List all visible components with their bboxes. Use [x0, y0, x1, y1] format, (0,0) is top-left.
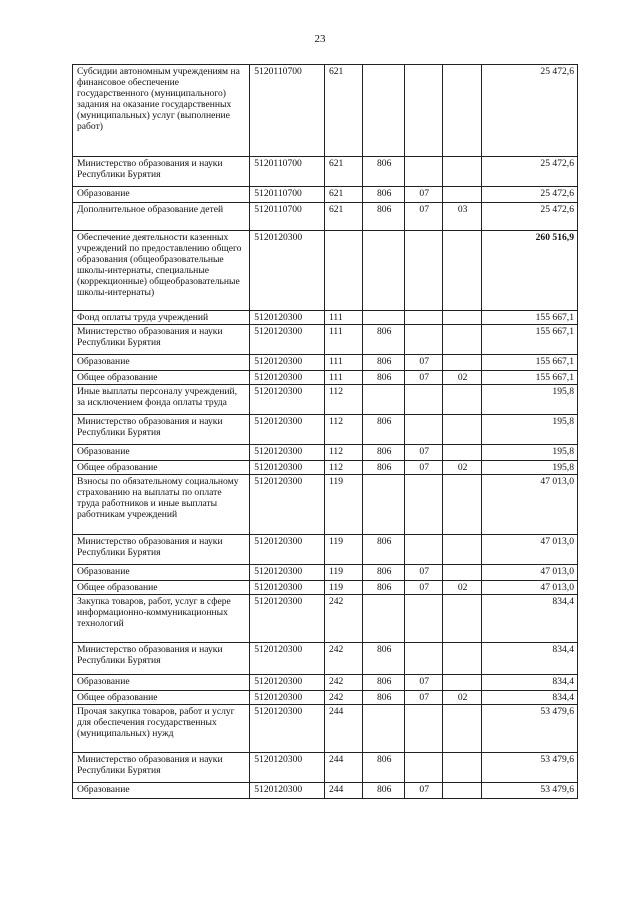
- cell-name: Образование: [73, 783, 250, 799]
- cell-name: Образование: [73, 187, 250, 203]
- cell-rz: 07: [405, 675, 443, 691]
- cell-vr: 111: [324, 325, 362, 355]
- cell-rz: [405, 475, 443, 535]
- table-row: [73, 705, 578, 753]
- table-row: [73, 385, 578, 415]
- table-row: [73, 581, 578, 595]
- cell-rz: [405, 643, 443, 675]
- cell-ved: [363, 595, 405, 643]
- cell-csr: 5120120300: [250, 415, 325, 445]
- cell-rz: 07: [405, 783, 443, 799]
- cell-sum: 25 472,6: [481, 203, 577, 231]
- cell-rz: 07: [405, 445, 443, 461]
- cell-vr: 242: [324, 643, 362, 675]
- cell-pr: 03: [443, 203, 481, 231]
- cell-sum: 834,4: [481, 595, 577, 643]
- cell-rz: [405, 231, 443, 311]
- cell-ved: [363, 385, 405, 415]
- cell-pr: [443, 445, 481, 461]
- cell-pr: 02: [443, 371, 481, 385]
- cell-pr: [443, 415, 481, 445]
- cell-pr: [443, 705, 481, 753]
- cell-csr: 5120120300: [250, 753, 325, 783]
- cell-pr: [443, 675, 481, 691]
- cell-pr: [443, 187, 481, 203]
- table-row: [73, 675, 578, 691]
- cell-ved: 806: [363, 691, 405, 705]
- cell-sum: 25 472,6: [481, 157, 577, 187]
- cell-name: Образование: [73, 675, 250, 691]
- table-row: [73, 187, 578, 203]
- cell-pr: 02: [443, 581, 481, 595]
- cell-csr: 5120120300: [250, 371, 325, 385]
- budget-table: [72, 64, 578, 799]
- cell-pr: [443, 157, 481, 187]
- cell-pr: [443, 385, 481, 415]
- cell-sum: 195,8: [481, 445, 577, 461]
- cell-name: Образование: [73, 445, 250, 461]
- cell-name: Образование: [73, 565, 250, 581]
- cell-vr: 112: [324, 415, 362, 445]
- cell-rz: 07: [405, 187, 443, 203]
- cell-name: Министерство образования и науки Республики Бурятия: [73, 157, 250, 187]
- cell-vr: 112: [324, 461, 362, 475]
- cell-csr: 5120120300: [250, 783, 325, 799]
- cell-rz: 07: [405, 691, 443, 705]
- cell-vr: 112: [324, 445, 362, 461]
- cell-rz: [405, 415, 443, 445]
- table-row: [73, 461, 578, 475]
- cell-vr: 119: [324, 565, 362, 581]
- cell-csr: 5120120300: [250, 565, 325, 581]
- cell-pr: [443, 355, 481, 371]
- cell-vr: 242: [324, 691, 362, 705]
- cell-sum: 834,4: [481, 691, 577, 705]
- cell-rz: [405, 65, 443, 157]
- cell-ved: 806: [363, 535, 405, 565]
- cell-name: Образование: [73, 355, 250, 371]
- cell-csr: 5120110700: [250, 65, 325, 157]
- cell-vr: 621: [324, 157, 362, 187]
- table-row: [73, 475, 578, 535]
- cell-vr: 111: [324, 311, 362, 325]
- cell-csr: 5120120300: [250, 355, 325, 371]
- table-row: [73, 753, 578, 783]
- cell-rz: [405, 753, 443, 783]
- cell-rz: [405, 157, 443, 187]
- cell-vr: 621: [324, 187, 362, 203]
- cell-ved: [363, 311, 405, 325]
- cell-sum: 155 667,1: [481, 325, 577, 355]
- cell-sum: 195,8: [481, 385, 577, 415]
- table-row: [73, 203, 578, 231]
- cell-vr: 112: [324, 385, 362, 415]
- cell-pr: [443, 325, 481, 355]
- cell-vr: 119: [324, 475, 362, 535]
- cell-ved: 806: [363, 643, 405, 675]
- cell-sum: 47 013,0: [481, 535, 577, 565]
- cell-csr: 5120120300: [250, 325, 325, 355]
- page-number: 23: [314, 33, 326, 45]
- cell-rz: [405, 325, 443, 355]
- cell-rz: [405, 385, 443, 415]
- cell-ved: 806: [363, 675, 405, 691]
- table-row: [73, 231, 578, 311]
- cell-csr: 5120120300: [250, 643, 325, 675]
- cell-ved: 806: [363, 461, 405, 475]
- cell-ved: 806: [363, 325, 405, 355]
- cell-pr: [443, 565, 481, 581]
- cell-name: Общее образование: [73, 691, 250, 705]
- cell-csr: 5120120300: [250, 581, 325, 595]
- cell-pr: 02: [443, 461, 481, 475]
- cell-ved: 806: [363, 371, 405, 385]
- cell-vr: 244: [324, 753, 362, 783]
- cell-csr: 5120120300: [250, 691, 325, 705]
- cell-pr: [443, 535, 481, 565]
- cell-vr: 242: [324, 595, 362, 643]
- cell-csr: 5120120300: [250, 705, 325, 753]
- cell-sum: 47 013,0: [481, 565, 577, 581]
- cell-vr: 119: [324, 535, 362, 565]
- cell-pr: [443, 783, 481, 799]
- cell-name: Иные выплаты персоналу учреждений, за исключением фонда оплаты труда: [73, 385, 250, 415]
- cell-sum: 155 667,1: [481, 371, 577, 385]
- table-row: [73, 371, 578, 385]
- cell-csr: 5120120300: [250, 461, 325, 475]
- cell-ved: 806: [363, 157, 405, 187]
- cell-rz: [405, 595, 443, 643]
- cell-ved: 806: [363, 355, 405, 371]
- table-row: [73, 415, 578, 445]
- cell-name: Закупка товаров, работ, услуг в сфере информационно-коммуникационных технологий: [73, 595, 250, 643]
- cell-rz: 07: [405, 355, 443, 371]
- table-row: [73, 311, 578, 325]
- cell-sum: 25 472,6: [481, 187, 577, 203]
- cell-sum: 195,8: [481, 415, 577, 445]
- cell-sum: 47 013,0: [481, 581, 577, 595]
- cell-ved: 806: [363, 753, 405, 783]
- cell-name: Министерство образования и науки Республики Бурятия: [73, 415, 250, 445]
- cell-ved: [363, 65, 405, 157]
- cell-csr: 5120120300: [250, 535, 325, 565]
- cell-name: Фонд оплаты труда учреждений: [73, 311, 250, 325]
- table-row: [73, 783, 578, 799]
- cell-pr: [443, 311, 481, 325]
- cell-csr: 5120110700: [250, 187, 325, 203]
- cell-sum: 155 667,1: [481, 355, 577, 371]
- cell-rz: 07: [405, 371, 443, 385]
- cell-vr: 621: [324, 203, 362, 231]
- cell-name: Взносы по обязательному социальному страхованию на выплаты по оплате труда работников и иные выплаты работникам учреждений: [73, 475, 250, 535]
- cell-csr: 5120120300: [250, 231, 325, 311]
- table-row: [73, 535, 578, 565]
- cell-csr: 5120120300: [250, 445, 325, 461]
- cell-sum: 53 479,6: [481, 705, 577, 753]
- table-row: [73, 65, 578, 157]
- cell-pr: [443, 753, 481, 783]
- cell-csr: 5120120300: [250, 475, 325, 535]
- cell-rz: [405, 535, 443, 565]
- cell-vr: 111: [324, 355, 362, 371]
- cell-ved: 806: [363, 565, 405, 581]
- table-row: [73, 445, 578, 461]
- cell-pr: [443, 65, 481, 157]
- cell-sum: 195,8: [481, 461, 577, 475]
- cell-pr: [443, 231, 481, 311]
- cell-csr: 5120120300: [250, 595, 325, 643]
- cell-name: Министерство образования и науки Республики Бурятия: [73, 535, 250, 565]
- cell-csr: 5120120300: [250, 675, 325, 691]
- cell-vr: 119: [324, 581, 362, 595]
- cell-vr: 244: [324, 783, 362, 799]
- cell-name: Министерство образования и науки Республики Бурятия: [73, 753, 250, 783]
- cell-ved: 806: [363, 203, 405, 231]
- cell-name: Министерство образования и науки Республики Бурятия: [73, 325, 250, 355]
- cell-ved: 806: [363, 581, 405, 595]
- cell-csr: 5120120300: [250, 385, 325, 415]
- cell-name: Общее образование: [73, 461, 250, 475]
- cell-ved: 806: [363, 445, 405, 461]
- cell-vr: 244: [324, 705, 362, 753]
- cell-sum: 47 013,0: [481, 475, 577, 535]
- cell-name: Общее образование: [73, 581, 250, 595]
- cell-name: Прочая закупка товаров, работ и услуг для обеспечения государственных (муниципальных) нужд: [73, 705, 250, 753]
- cell-csr: 5120110700: [250, 157, 325, 187]
- cell-name: Министерство образования и науки Республики Бурятия: [73, 643, 250, 675]
- table-row: [73, 325, 578, 355]
- cell-name: Обеспечение деятельности казенных учреждений по предоставлению общего образования (общеобразовательные школы-интернаты, специальные (коррекционные) общеобразовательные школы-интернаты): [73, 231, 250, 311]
- cell-ved: [363, 475, 405, 535]
- table-row: [73, 595, 578, 643]
- cell-pr: 02: [443, 691, 481, 705]
- cell-sum: 155 667,1: [481, 311, 577, 325]
- cell-ved: [363, 705, 405, 753]
- cell-sum: 834,4: [481, 643, 577, 675]
- table-row: [73, 643, 578, 675]
- cell-rz: 07: [405, 581, 443, 595]
- cell-rz: [405, 311, 443, 325]
- table-row: [73, 691, 578, 705]
- cell-sum: 260 516,9: [481, 231, 577, 311]
- cell-csr: 5120120300: [250, 311, 325, 325]
- cell-name: Субсидии автономным учреждениям на финансовое обеспечение государственного (муниципального) задания на оказание государственных (муниципальных) услуг (выполнение работ): [73, 65, 250, 157]
- cell-sum: 834,4: [481, 675, 577, 691]
- cell-rz: 07: [405, 461, 443, 475]
- cell-csr: 5120110700: [250, 203, 325, 231]
- budget-table-body: [73, 65, 578, 799]
- cell-pr: [443, 643, 481, 675]
- cell-name: Дополнительное образование детей: [73, 203, 250, 231]
- cell-rz: 07: [405, 203, 443, 231]
- table-row: [73, 355, 578, 371]
- cell-sum: 53 479,6: [481, 753, 577, 783]
- cell-vr: 111: [324, 371, 362, 385]
- table-row: [73, 157, 578, 187]
- cell-ved: 806: [363, 187, 405, 203]
- cell-ved: 806: [363, 415, 405, 445]
- cell-vr: [324, 231, 362, 311]
- cell-rz: 07: [405, 565, 443, 581]
- cell-sum: 25 472,6: [481, 65, 577, 157]
- cell-pr: [443, 475, 481, 535]
- cell-name: Общее образование: [73, 371, 250, 385]
- cell-sum: 53 479,6: [481, 783, 577, 799]
- table-row: [73, 565, 578, 581]
- cell-ved: [363, 231, 405, 311]
- cell-vr: 621: [324, 65, 362, 157]
- cell-ved: 806: [363, 783, 405, 799]
- cell-vr: 242: [324, 675, 362, 691]
- cell-pr: [443, 595, 481, 643]
- cell-rz: [405, 705, 443, 753]
